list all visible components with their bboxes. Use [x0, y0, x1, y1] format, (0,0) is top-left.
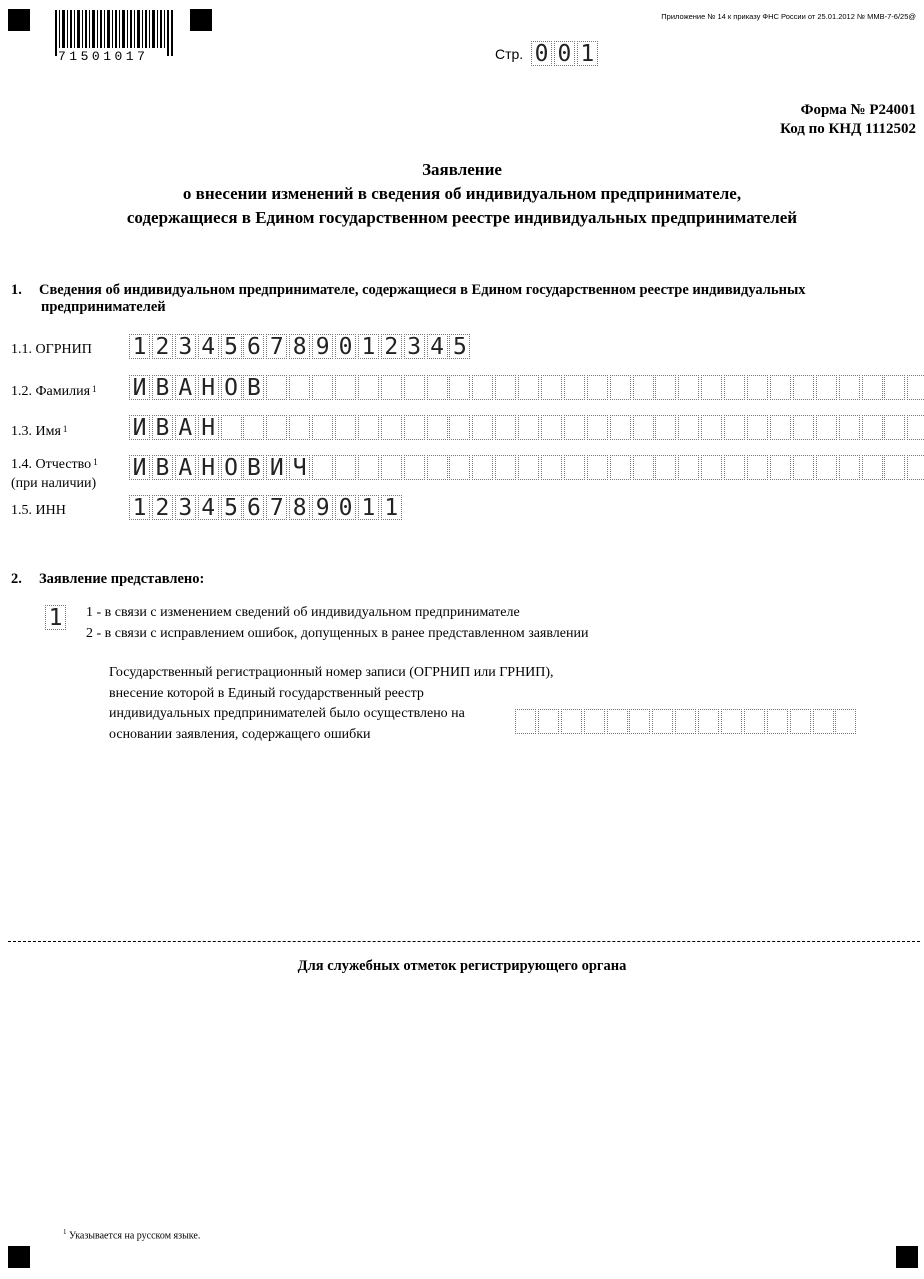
patronymic-label: [11, 455, 98, 493]
char-cell[interactable]: [862, 455, 883, 480]
surname-label: [11, 382, 97, 401]
char-cell[interactable]: [701, 415, 722, 440]
char-cell[interactable]: 0: [335, 334, 356, 359]
char-cell[interactable]: [335, 415, 356, 440]
char-cell[interactable]: [587, 415, 608, 440]
char-cell[interactable]: [335, 455, 356, 480]
char-cell[interactable]: [816, 375, 837, 400]
char-cell[interactable]: [289, 415, 310, 440]
page-number-cell[interactable]: 0: [554, 41, 575, 66]
char-cell[interactable]: [561, 709, 582, 734]
section-1-number: 1.: [11, 282, 22, 298]
char-cell[interactable]: [747, 375, 768, 400]
name-label: [11, 422, 67, 441]
char-cell[interactable]: [793, 455, 814, 480]
char-cell[interactable]: 1: [129, 495, 150, 520]
char-cell[interactable]: [587, 455, 608, 480]
char-cell[interactable]: [358, 415, 379, 440]
char-cell[interactable]: [584, 709, 605, 734]
char-cell[interactable]: Н: [198, 375, 219, 400]
char-cell[interactable]: [701, 455, 722, 480]
char-cell[interactable]: [724, 415, 745, 440]
page-number-cell[interactable]: 0: [531, 41, 552, 66]
char-cell[interactable]: [518, 415, 539, 440]
char-cell[interactable]: В: [243, 375, 264, 400]
char-cell[interactable]: [678, 455, 699, 480]
name-input[interactable]: [129, 415, 924, 442]
char-cell[interactable]: 4: [198, 334, 219, 359]
section-2-title-text: Заявление представлено:: [39, 571, 205, 587]
char-cell[interactable]: В: [152, 415, 173, 440]
char-cell[interactable]: 1: [358, 495, 379, 520]
char-cell[interactable]: [633, 455, 654, 480]
char-cell[interactable]: 2: [152, 334, 173, 359]
char-cell[interactable]: [358, 455, 379, 480]
footnote-mark: 1: [63, 1228, 67, 1236]
char-cell[interactable]: Н: [198, 455, 219, 480]
surname-label-text: 1.2. Фамилия: [11, 384, 91, 399]
char-cell[interactable]: [862, 415, 883, 440]
char-cell[interactable]: [515, 709, 536, 734]
char-cell[interactable]: [472, 455, 493, 480]
char-cell[interactable]: Ч: [289, 455, 310, 480]
appendix-note: Приложение № 14 к приказу ФНС России от 25.01.2012 № ММВ-7-6/25@: [661, 12, 916, 21]
char-cell[interactable]: 5: [221, 495, 242, 520]
char-cell[interactable]: [610, 415, 631, 440]
char-cell[interactable]: 8: [289, 334, 310, 359]
char-cell[interactable]: [381, 455, 402, 480]
page-label: Стр.: [495, 46, 524, 62]
char-cell[interactable]: [678, 375, 699, 400]
char-cell[interactable]: [652, 709, 673, 734]
section-2-number: 2.: [11, 571, 22, 587]
knd-code: Код по КНД 1112502: [780, 121, 916, 137]
char-cell[interactable]: [907, 375, 924, 400]
char-cell[interactable]: [790, 709, 811, 734]
char-cell[interactable]: В: [152, 455, 173, 480]
char-cell[interactable]: [655, 455, 676, 480]
char-cell[interactable]: [427, 415, 448, 440]
char-cell[interactable]: 7: [266, 334, 287, 359]
char-cell[interactable]: [862, 375, 883, 400]
char-cell[interactable]: 4: [427, 334, 448, 359]
footnote: [63, 1228, 200, 1241]
char-cell[interactable]: [564, 415, 585, 440]
cut-line: [8, 941, 920, 942]
char-cell[interactable]: 0: [335, 495, 356, 520]
char-cell[interactable]: 1: [381, 495, 402, 520]
corner-marker-bottom-left: [8, 1246, 30, 1268]
char-cell[interactable]: [724, 455, 745, 480]
char-cell[interactable]: [472, 375, 493, 400]
char-cell[interactable]: [312, 375, 333, 400]
char-cell[interactable]: [835, 709, 856, 734]
surname-footnote-mark: 1: [92, 384, 97, 394]
char-cell[interactable]: [449, 375, 470, 400]
grn-description-line: основании заявления, содержащего ошибки: [109, 726, 371, 742]
surname-input[interactable]: [129, 375, 924, 402]
char-cell[interactable]: [770, 375, 791, 400]
char-cell[interactable]: [335, 375, 356, 400]
ogrnip-label: 1.1. ОГРНИП: [11, 342, 92, 357]
inn-label: 1.5. ИНН: [11, 503, 66, 518]
corner-marker-top-left: [8, 9, 30, 31]
char-cell[interactable]: [629, 709, 650, 734]
char-cell[interactable]: [404, 375, 425, 400]
grn-description-line: Государственный регистрационный номер записи (ОГРНИП или ГРНИП),: [109, 665, 554, 680]
char-cell[interactable]: [541, 375, 562, 400]
char-cell[interactable]: А: [175, 415, 196, 440]
char-cell[interactable]: 5: [449, 334, 470, 359]
char-cell[interactable]: 6: [243, 495, 264, 520]
ogrnip-input[interactable]: [129, 334, 472, 361]
grn-input[interactable]: [515, 709, 858, 736]
char-cell[interactable]: А: [175, 455, 196, 480]
char-cell[interactable]: И: [129, 415, 150, 440]
patronymic-input[interactable]: [129, 455, 924, 482]
char-cell[interactable]: 8: [289, 495, 310, 520]
patronymic-label-text: 1.4. Отчество: [11, 457, 92, 472]
option-1-text: 1 - в связи с изменением сведений об индивидуальном предпринимателе: [86, 605, 520, 620]
char-cell[interactable]: 1: [129, 334, 150, 359]
char-cell[interactable]: [816, 455, 837, 480]
char-cell[interactable]: И: [129, 455, 150, 480]
char-cell[interactable]: [541, 415, 562, 440]
char-cell[interactable]: [289, 375, 310, 400]
char-cell[interactable]: 9: [312, 334, 333, 359]
char-cell[interactable]: [907, 455, 924, 480]
char-cell[interactable]: [358, 375, 379, 400]
char-cell[interactable]: [564, 375, 585, 400]
char-cell[interactable]: [884, 415, 905, 440]
char-cell[interactable]: [770, 455, 791, 480]
application-reason-input[interactable]: [45, 605, 68, 632]
char-cell[interactable]: [518, 375, 539, 400]
char-cell[interactable]: 7: [266, 495, 287, 520]
char-cell[interactable]: [839, 375, 860, 400]
char-cell[interactable]: [472, 415, 493, 440]
char-cell[interactable]: [266, 415, 287, 440]
char-cell[interactable]: [495, 455, 516, 480]
char-cell[interactable]: [793, 375, 814, 400]
char-cell[interactable]: [747, 455, 768, 480]
char-cell[interactable]: [221, 415, 242, 440]
char-cell[interactable]: В: [243, 455, 264, 480]
char-cell[interactable]: [312, 455, 333, 480]
char-cell[interactable]: [655, 415, 676, 440]
char-cell[interactable]: О: [221, 375, 242, 400]
title-line-2: о внесении изменений в сведения об индивидуальном предпринимателе,: [182, 184, 742, 203]
char-cell[interactable]: [243, 415, 264, 440]
char-cell[interactable]: И: [129, 375, 150, 400]
footnote-text: Указывается на русском языке.: [69, 1230, 201, 1242]
char-cell[interactable]: [747, 415, 768, 440]
char-cell[interactable]: [884, 375, 905, 400]
char-cell[interactable]: [427, 375, 448, 400]
char-cell[interactable]: [701, 375, 722, 400]
char-cell[interactable]: 1: [358, 334, 379, 359]
char-cell[interactable]: [839, 415, 860, 440]
char-cell[interactable]: [538, 709, 559, 734]
char-cell[interactable]: О: [221, 455, 242, 480]
char-cell[interactable]: [381, 375, 402, 400]
char-cell[interactable]: 4: [198, 495, 219, 520]
char-cell[interactable]: [698, 709, 719, 734]
char-cell[interactable]: [312, 415, 333, 440]
char-cell[interactable]: [564, 455, 585, 480]
char-cell[interactable]: 2: [152, 495, 173, 520]
application-reason-cell[interactable]: 1: [45, 605, 66, 630]
char-cell[interactable]: [633, 375, 654, 400]
char-cell[interactable]: 9: [312, 495, 333, 520]
char-cell[interactable]: [884, 455, 905, 480]
char-cell[interactable]: [518, 455, 539, 480]
name-footnote-mark: 1: [62, 424, 68, 434]
char-cell[interactable]: [449, 455, 470, 480]
char-cell[interactable]: [675, 709, 696, 734]
char-cell[interactable]: [610, 375, 631, 400]
section-1-title-line-2: предпринимателей: [41, 299, 166, 315]
title-line-1: Заявление: [422, 160, 502, 179]
char-cell[interactable]: 3: [175, 334, 196, 359]
corner-marker-bottom-right: [896, 1246, 918, 1268]
barcode-number: 71501017: [58, 49, 149, 64]
char-cell[interactable]: [495, 415, 516, 440]
char-cell[interactable]: В: [152, 375, 173, 400]
char-cell[interactable]: [427, 455, 448, 480]
char-cell[interactable]: [721, 709, 742, 734]
char-cell[interactable]: 6: [243, 334, 264, 359]
grn-description-line: индивидуальных предпринимателей было осуществлено на: [109, 706, 465, 721]
service-notes-title: Для служебных отметок регистрирующего органа: [297, 958, 627, 974]
char-cell[interactable]: [404, 415, 425, 440]
char-cell[interactable]: [541, 455, 562, 480]
char-cell[interactable]: [816, 415, 837, 440]
grn-description-line: внесение которой в Единый государственный реестр: [109, 685, 424, 701]
section-2-title: [11, 571, 204, 588]
section-1-title: [11, 282, 806, 316]
char-cell[interactable]: [744, 709, 765, 734]
char-cell[interactable]: [678, 415, 699, 440]
char-cell[interactable]: [767, 709, 788, 734]
patronymic-label-note: (при наличии): [11, 476, 97, 491]
option-2-text: 2 - в связи с исправлением ошибок, допущенных в ранее представленном заявлении: [86, 626, 589, 641]
char-cell[interactable]: [839, 455, 860, 480]
section-1-title-line-1: Сведения об индивидуальном предпринимателе, содержащиеся в Едином государственном реестре индивидуальных: [39, 282, 806, 298]
char-cell[interactable]: 3: [175, 495, 196, 520]
char-cell[interactable]: [610, 455, 631, 480]
char-cell[interactable]: [770, 415, 791, 440]
char-cell[interactable]: [587, 375, 608, 400]
char-cell[interactable]: 5: [221, 334, 242, 359]
page-number-cell[interactable]: 1: [577, 41, 598, 66]
char-cell[interactable]: [607, 709, 628, 734]
char-cell[interactable]: [449, 415, 470, 440]
page-number-cells[interactable]: [531, 41, 600, 68]
char-cell[interactable]: [907, 415, 924, 440]
char-cell[interactable]: [404, 455, 425, 480]
char-cell[interactable]: 2: [381, 334, 402, 359]
form-number: Форма № Р24001: [800, 102, 916, 118]
char-cell[interactable]: Н: [198, 415, 219, 440]
document-title: [0, 158, 924, 230]
char-cell[interactable]: [495, 375, 516, 400]
char-cell[interactable]: 3: [404, 334, 425, 359]
char-cell[interactable]: А: [175, 375, 196, 400]
char-cell[interactable]: [813, 709, 834, 734]
char-cell[interactable]: [633, 415, 654, 440]
corner-marker-top-right: [190, 9, 212, 31]
inn-input[interactable]: [129, 495, 404, 522]
form-number-block: [780, 101, 916, 139]
char-cell[interactable]: [381, 415, 402, 440]
grn-description: [109, 663, 554, 745]
char-cell[interactable]: [655, 375, 676, 400]
patronymic-footnote-mark: 1: [93, 457, 98, 467]
name-label-text: 1.3. Имя: [11, 424, 61, 439]
title-line-3: содержащиеся в Едином государственном реестре индивидуальных предпринимателей: [126, 208, 798, 227]
char-cell[interactable]: [724, 375, 745, 400]
char-cell[interactable]: [793, 415, 814, 440]
char-cell[interactable]: [266, 375, 287, 400]
char-cell[interactable]: И: [266, 455, 287, 480]
